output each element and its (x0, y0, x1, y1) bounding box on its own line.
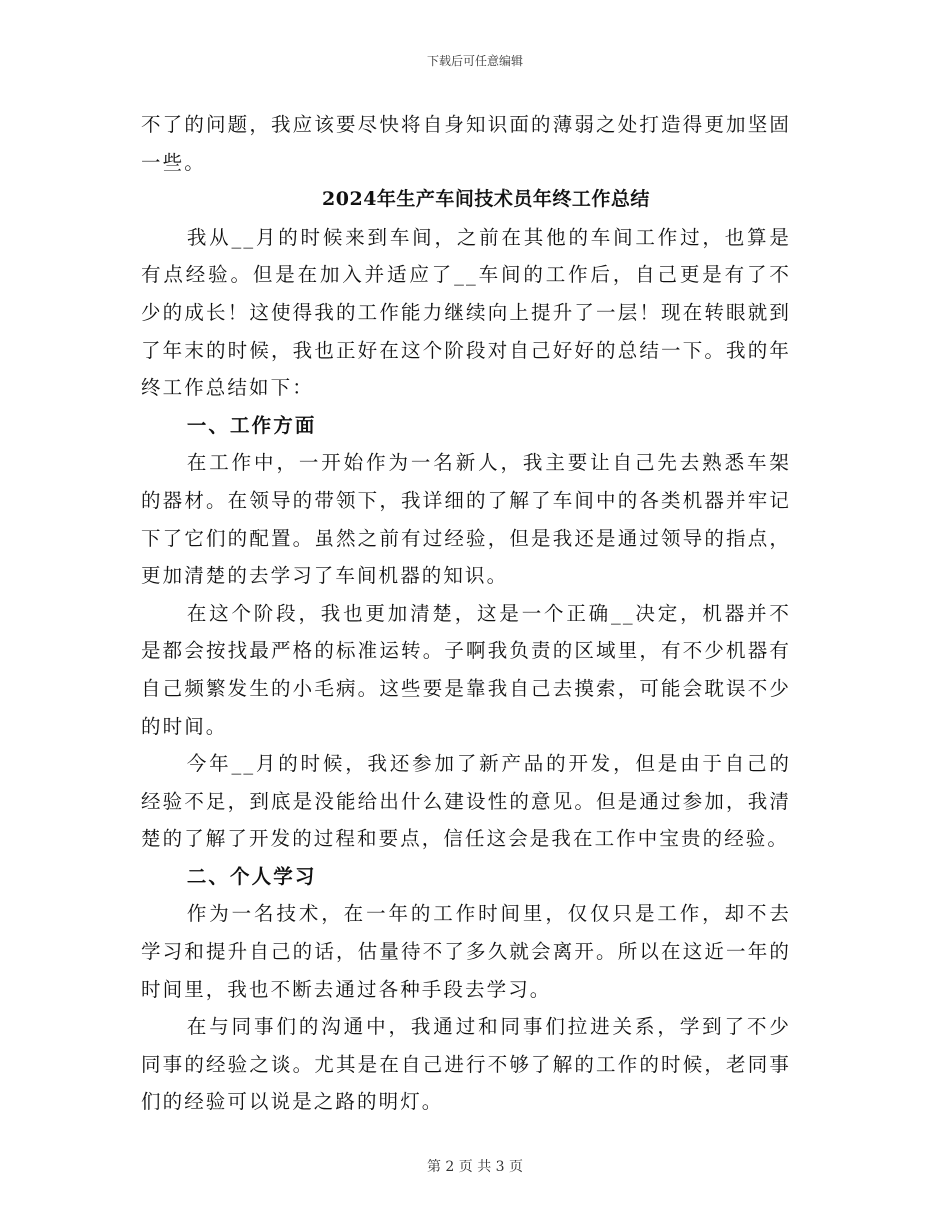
work-paragraph-3: 今年__月的时候，我还参加了新产品的开发，但是由于自己的经验不足，到底是没能给出什么建设性的意见。但是通过参加，我清楚的了解了开发的过程和要点，信任这会是我在工作中宝贵的经验。 (141, 752, 791, 851)
page-header: 下载后可任意编辑 (426, 54, 523, 68)
work-paragraph-2: 在这个阶段，我也更加清楚，这是一个正确__决定，机器并不是都会按找最严格的标准运转。子啊我负责的区域里，有不少机器有自己频繁发生的小毛病。这些要是靠我自己去摸索，可能会耽误不少的时间。 (141, 601, 791, 738)
intro-paragraph: 我从__月的时候来到车间，之前在其他的车间工作过，也算是有点经验。但是在加入并适应了__车间的工作后，自己更是有了不少的成长！这使得我的工作能力继续向上提升了一层！现在转眼就到了年末的时候，我也正好在这个阶段对自己好好的总结一下。我的年终工作总结如下： (141, 225, 791, 400)
document-title: 2024年生产车间技术员年终工作总结 (322, 188, 650, 211)
continuation-paragraph: 不了的问题，我应该要尽快将自身知识面的薄弱之处打造得更加坚固一些。 (141, 113, 791, 174)
section-heading-study: 二、个人学习 (186, 864, 317, 888)
document-body (141, 106, 791, 1121)
page-number: 第 2 页 共 3 页 (426, 1159, 524, 1175)
study-paragraph-1: 作为一名技术，在一年的工作时间里，仅仅只是工作，却不去学习和提升自己的话，估量待不了多久就会离开。所以在这近一年的时间里，我也不断去通过各种手段去学习。 (141, 902, 791, 1001)
section-heading-work: 一、工作方面 (186, 413, 317, 437)
work-paragraph-1: 在工作中，一开始作为一名新人，我主要让自己先去熟悉车架的器材。在领导的带领下，我详细的了解了车间中的各类机器并牢记下了它们的配置。虽然之前有过经验，但是我还是通过领导的指点，更加清楚的去学习了车间机器的知识。 (141, 451, 791, 588)
study-paragraph-2: 在与同事们的沟通中，我通过和同事们拉进关系，学到了不少同事的经验之谈。尤其是在自己进行不够了解的工作的时候，老同事们的经验可以说是之路的明灯。 (141, 1015, 791, 1114)
